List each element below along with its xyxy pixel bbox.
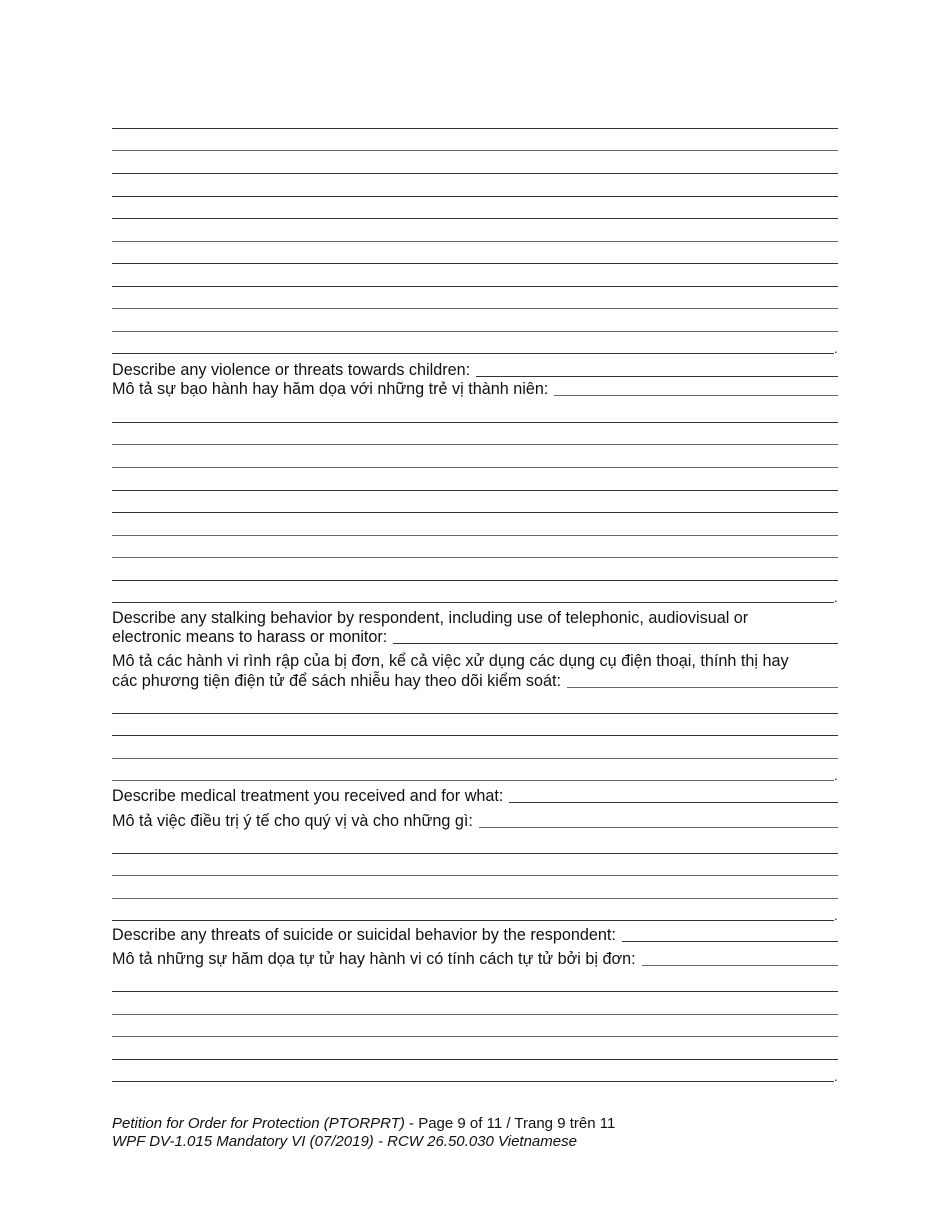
answer-line[interactable] <box>112 173 838 174</box>
answer-line[interactable] <box>112 1036 838 1037</box>
end-mark: . <box>834 341 838 356</box>
answer-line[interactable] <box>112 331 838 332</box>
answer-line[interactable] <box>112 196 838 197</box>
answer-line[interactable] <box>112 308 838 309</box>
answer-line[interactable] <box>112 780 834 781</box>
answer-field[interactable] <box>393 643 838 644</box>
answer-field[interactable] <box>642 965 838 966</box>
answer-line[interactable] <box>112 218 838 219</box>
answer-line[interactable] <box>112 920 834 921</box>
label-row-vi <box>112 950 838 969</box>
prompt-label-en: Describe any threats of suicide or suicidal behavior by the respondent: <box>112 926 616 944</box>
end-mark: . <box>834 768 838 783</box>
answer-line[interactable] <box>112 490 838 491</box>
prompt-label-vi: Mô tả sự bạo hành hay hăm dọa với những trẻ vị thành niên: <box>112 380 549 398</box>
prompt-label-en-line2: electronic means to harass or monitor: <box>112 628 388 646</box>
answer-line[interactable] <box>112 150 838 151</box>
answer-line[interactable] <box>112 602 834 603</box>
prompt-label-vi: Mô tả việc điều trị ý tế cho quý vị và cho những gì: <box>112 812 473 830</box>
answer-line[interactable] <box>112 286 838 287</box>
answer-line[interactable] <box>112 512 838 513</box>
label-row-en <box>112 926 838 945</box>
prompt-label-vi-line1: Mô tả các hành vi rình rập của bị đơn, kể cả việc xử dụng các dụng cụ điện thoại, thính thị hay <box>112 652 789 670</box>
end-mark: . <box>834 1069 838 1084</box>
answer-line[interactable] <box>112 353 834 354</box>
answer-line[interactable] <box>112 557 838 558</box>
answer-line[interactable] <box>112 853 838 854</box>
answer-line[interactable] <box>112 535 838 536</box>
form-id: WPF DV-1.015 Mandatory VI (07/2019) - RCW 26.50.030 Vietnamese <box>112 1133 577 1150</box>
answer-line[interactable] <box>112 898 838 899</box>
label-row-en <box>112 787 838 806</box>
label-row-vi <box>112 380 838 399</box>
answer-line[interactable] <box>112 735 838 736</box>
page-number: - Page 9 of 11 / Trang 9 trên 11 <box>404 1115 616 1132</box>
footer-line-1 <box>112 1115 615 1133</box>
answer-field[interactable] <box>479 827 838 828</box>
label-row-vi <box>112 672 838 691</box>
answer-field[interactable] <box>622 941 838 942</box>
answer-field[interactable] <box>567 687 838 688</box>
prompt-label-en: Describe medical treatment you received and for what: <box>112 787 504 805</box>
answer-line[interactable] <box>112 263 838 264</box>
answer-line[interactable] <box>112 713 838 714</box>
answer-line[interactable] <box>112 422 838 423</box>
end-mark: . <box>834 590 838 605</box>
label-row-en <box>112 628 838 647</box>
answer-line[interactable] <box>112 758 838 759</box>
prompt-label-vi-line2: các phương tiện điện tử để sách nhiễu hay theo dõi kiểm soát: <box>112 672 561 690</box>
end-mark: . <box>834 908 838 923</box>
answer-field[interactable] <box>509 802 838 803</box>
prompt-label-en-line1: Describe any stalking behavior by respondent, including use of telephonic, audiovisual or <box>112 609 749 627</box>
answer-line[interactable] <box>112 875 838 876</box>
answer-line[interactable] <box>112 580 838 581</box>
answer-line[interactable] <box>112 1081 834 1082</box>
form-title: Petition for Order for Protection (PTORPRT) <box>112 1115 405 1132</box>
answer-line[interactable] <box>112 1014 838 1015</box>
answer-line[interactable] <box>112 128 838 129</box>
answer-field[interactable] <box>476 376 838 377</box>
prompt-label-en: Describe any violence or threats towards children: <box>112 361 471 379</box>
footer-line-2 <box>112 1133 577 1151</box>
prompt-label-vi: Mô tả những sự hăm dọa tự tử hay hành vi có tính cách tự tử bởi bị đơn: <box>112 950 636 968</box>
answer-line[interactable] <box>112 467 838 468</box>
answer-field[interactable] <box>554 395 838 396</box>
answer-line[interactable] <box>112 444 838 445</box>
label-row-en <box>112 361 838 380</box>
answer-line[interactable] <box>112 241 838 242</box>
answer-line[interactable] <box>112 991 838 992</box>
answer-line[interactable] <box>112 1059 838 1060</box>
label-row-vi <box>112 812 838 831</box>
